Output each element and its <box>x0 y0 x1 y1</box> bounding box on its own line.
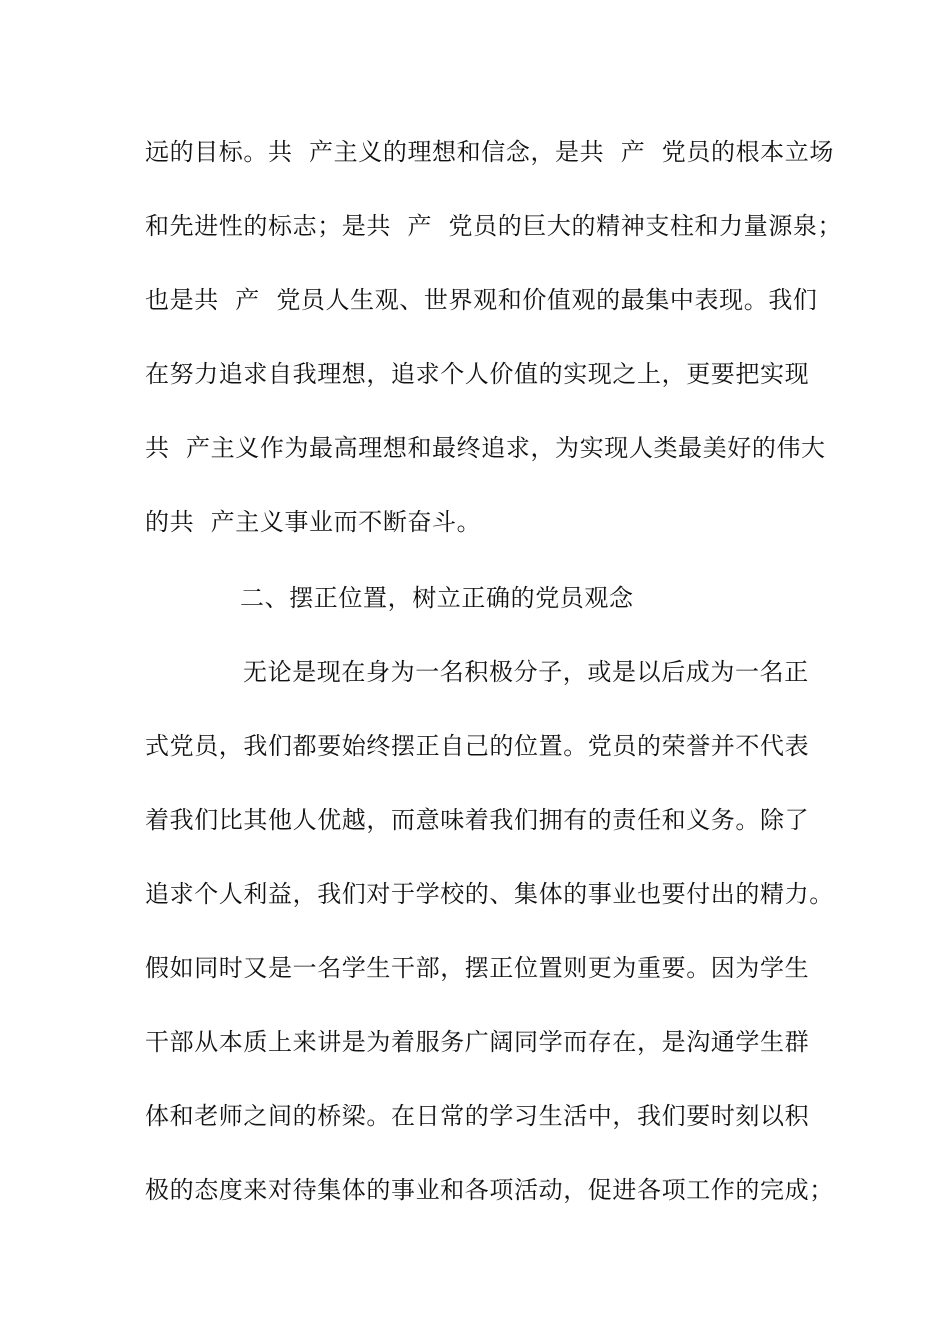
paragraph-line: 追求个人利益，我们对于学校的、集体的事业也要付出的精力。 <box>145 880 834 908</box>
paragraph-line: 和先进性的标志；是共 产 党员的巨大的精神支柱和力量源泉； <box>145 212 843 240</box>
paragraph-line: 极的态度来对待集体的事业和各项活动，促进各项工作的完成； <box>145 1176 834 1204</box>
section-heading: 二、摆正位置，树立正确的党员观念 <box>240 584 634 612</box>
paragraph-line: 远的目标。共 产主义的理想和信念，是共 产 党员的根本立场 <box>145 138 834 166</box>
paragraph-line: 假如同时又是一名学生干部，摆正位置则更为重要。因为学生 <box>145 954 810 982</box>
paragraph-line: 着我们比其他人优越，而意味着我们拥有的责任和义务。除了 <box>145 806 810 834</box>
paragraph-line: 共 产主义作为最高理想和最终追求，为实现人类最美好的伟大 <box>145 434 826 462</box>
paragraph-line: 干部从本质上来讲是为着服务广阔同学而存在，是沟通学生群 <box>145 1028 810 1056</box>
paragraph-line: 无论是现在身为一名积极分子，或是以后成为一名正 <box>243 658 809 686</box>
paragraph-line: 也是共 产 党员人生观、世界观和价值观的最集中表现。我们 <box>145 286 818 314</box>
paragraph-line: 的共 产主义事业而不断奋斗。 <box>145 508 482 536</box>
paragraph-line: 式党员，我们都要始终摆正自己的位置。党员的荣誉并不代表 <box>145 732 810 760</box>
paragraph-line: 体和老师之间的桥梁。在日常的学习生活中，我们要时刻以积 <box>145 1102 810 1130</box>
paragraph-line: 在努力追求自我理想，追求个人价值的实现之上，更要把实现 <box>145 360 810 388</box>
